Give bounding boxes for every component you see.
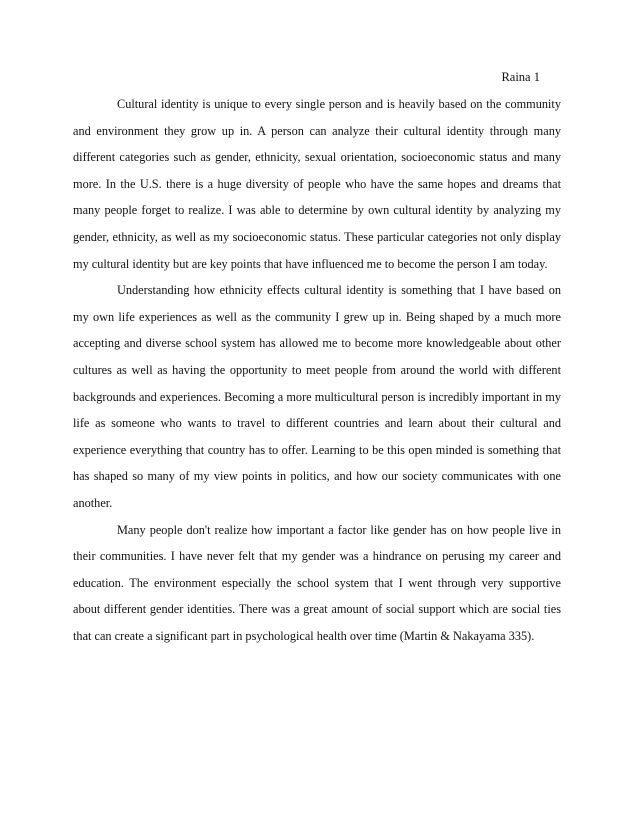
paragraph-2: Understanding how ethnicity effects cultural identity is something that I have based on my own life experiences as well as the community I grew up in. Being shaped by a much more accepting and diverse school system has allowed me to become more knowledgeable about other cultures as well as having the opportunity to meet people from around the world with different backgrounds and experiences. Becoming a more multicultural person is incredibly important in my life as someone who wants to travel to different countries and learn about their cultural and experience everything that country has to offer. Learning to be this open minded is something that has shaped so many of my view points in politics, and how our society communicates with one another.: [73, 283, 561, 510]
document-body: [73, 91, 561, 649]
paragraph-3: Many people don't realize how important a factor like gender has on how people live in their communities. I have never felt that my gender was a hindrance on perusing my career and education. The environment especially the school system that I went through very supportive about different gender identities. There was a great amount of social support which are social ties that can create a significant part in psychological health over time (Martin & Nakayama 335).: [73, 522, 561, 643]
paragraph-1: Cultural identity is unique to every single person and is heavily based on the community and environment they grow up in. A person can analyze their cultural identity through many different categories such as gender, ethnicity, sexual orientation, socioeconomic status and many more. In the U.S. there is a huge diversity of people who have the same hopes and dreams that many people forget to realize. I was able to determine by own cultural identity by analyzing my gender, ethnicity, as well as my socioeconomic status. These particular categories not only display my cultural identity but are key points that have influenced me to become the person I am today.: [73, 97, 561, 271]
running-head: Raina 1: [501, 70, 540, 84]
